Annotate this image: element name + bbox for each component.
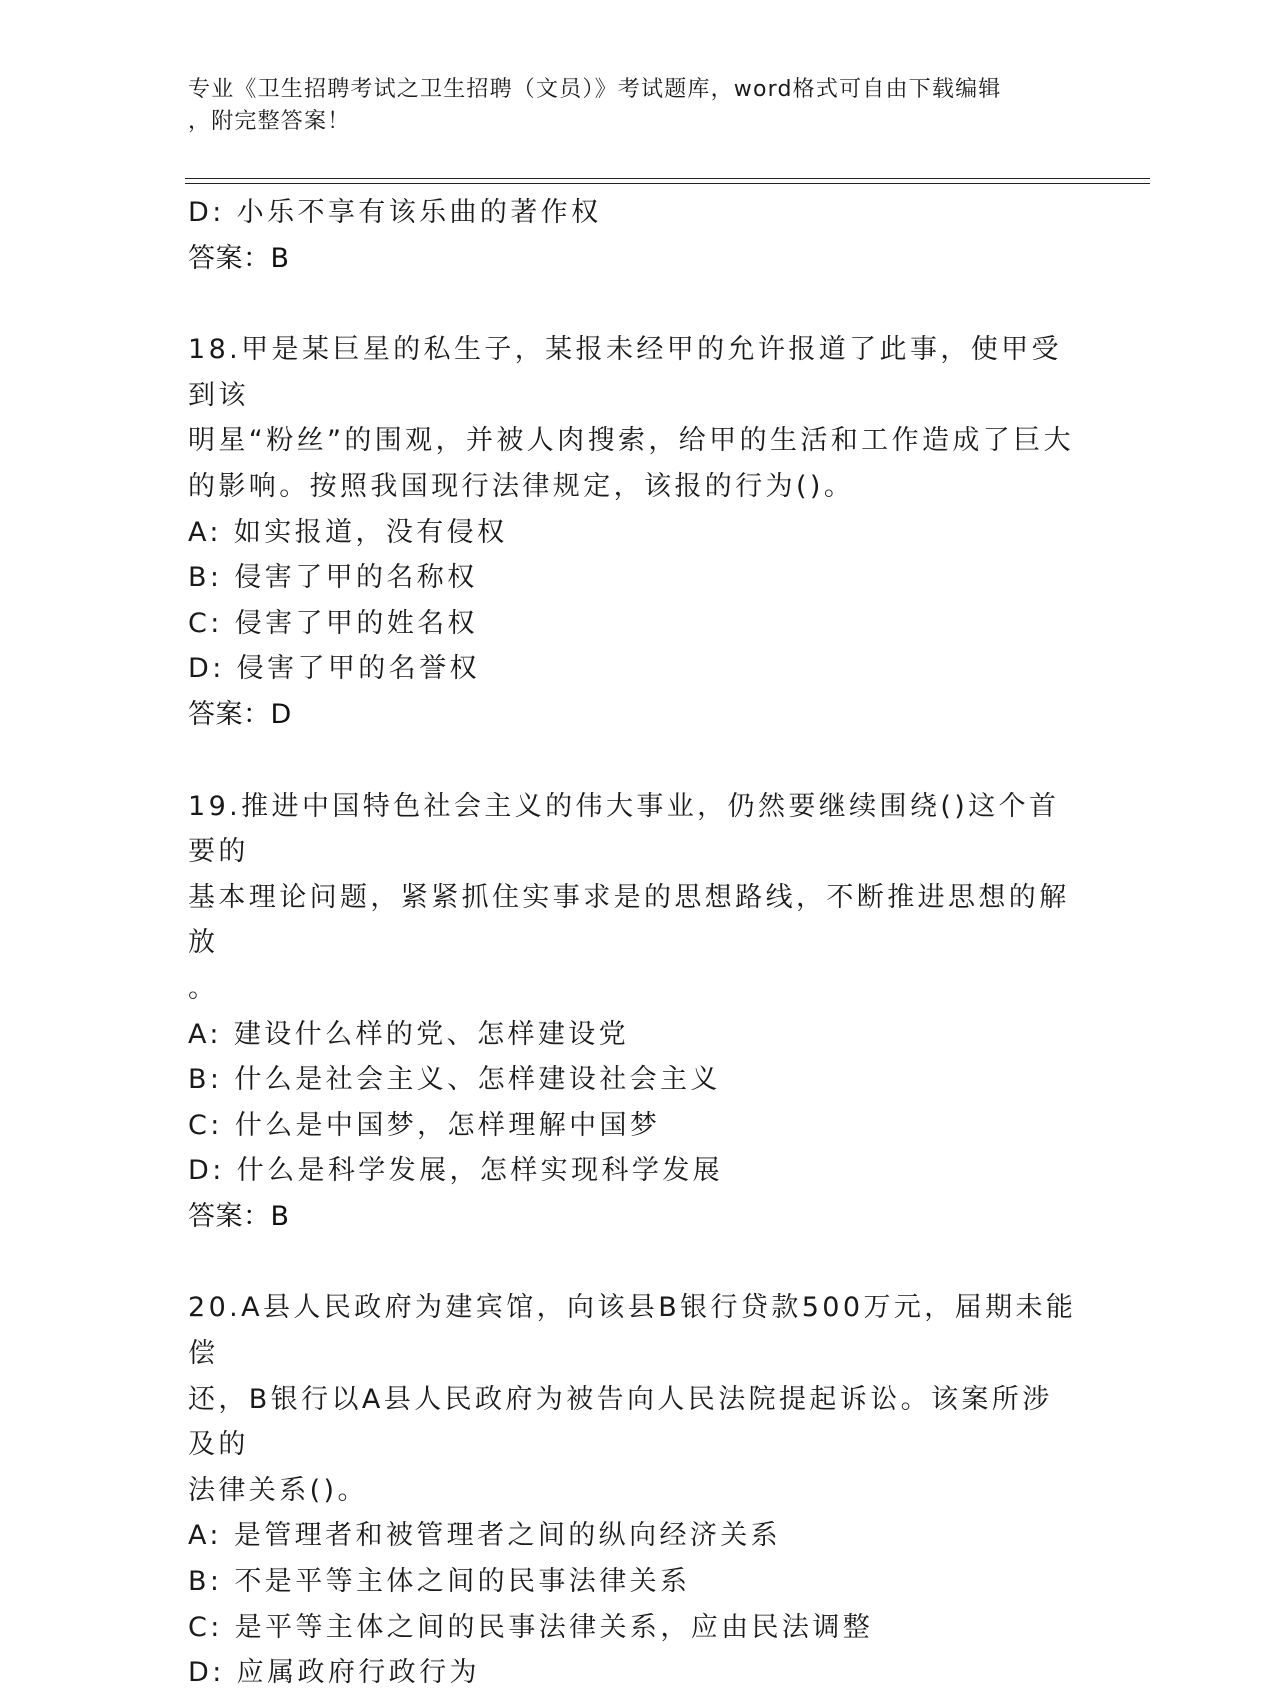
spacer	[188, 738, 1078, 784]
question-17-tail	[188, 190, 1078, 281]
question-stem-line: 法律关系()。	[188, 1474, 368, 1506]
header-divider-top	[185, 178, 1150, 179]
question-stem-line: 还，B银行以A县人民政府为被告向人民法院提起诉讼。该案所涉及的	[188, 1383, 1053, 1461]
option-c: C: 什么是中国梦，怎样理解中国梦	[188, 1109, 661, 1141]
option-a: A: 是管理者和被管理者之间的纵向经济关系	[188, 1520, 782, 1552]
question-stem-line: 。	[188, 972, 219, 1004]
option-d: D: 侵害了甲的名誉权	[188, 653, 480, 685]
question-stem-line: 18.甲是某巨星的私生子，某报未经甲的允许报道了此事，使甲受到该	[188, 334, 1062, 411]
question-20	[188, 1285, 1078, 1695]
option-d: D: 应属政府行政行为	[188, 1657, 480, 1689]
question-stem-line: 20.A县人民政府为建宾馆，向该县B银行贷款500万元，届期未能偿	[188, 1292, 1077, 1370]
question-stem-line: 明星“粉丝”的围观，并被人肉搜索，给甲的生活和工作造成了巨大	[188, 425, 1074, 457]
page-header	[188, 74, 1068, 138]
question-stem-line: 的影响。按照我国现行法律规定，该报的行为()。	[188, 470, 855, 502]
option-c: C: 侵害了甲的姓名权	[188, 607, 478, 639]
question-stem-line: 基本理论问题，紧紧抓住实事求是的思想路线，不断推进思想的解放	[188, 881, 1070, 959]
option-b: B: 侵害了甲的名称权	[188, 562, 478, 594]
question-19	[188, 784, 1078, 1240]
option-d: D: 小乐不享有该乐曲的著作权	[188, 197, 602, 228]
question-18	[188, 327, 1078, 737]
option-d: D: 什么是科学发展，怎样实现科学发展	[188, 1155, 724, 1187]
spacer	[188, 281, 1078, 327]
option-a: A: 如实报道，没有侵权	[188, 516, 508, 548]
option-a: A: 建设什么样的党、怎样建设党	[188, 1018, 630, 1050]
answer-label: 答案：D	[188, 698, 292, 730]
answer-label: 答案：B	[188, 1200, 290, 1232]
option-c: C: 是平等主体之间的民事法律关系，应由民法调整	[188, 1611, 874, 1643]
spacer	[188, 1239, 1078, 1285]
answer-label: 答案：B	[188, 242, 290, 274]
question-list	[188, 190, 1078, 1696]
option-b: B: 不是平等主体之间的民事法律关系	[188, 1566, 691, 1598]
header-divider-bottom	[185, 183, 1150, 184]
question-stem-line: 19.推进中国特色社会主义的伟大事业，仍然要继续围绕()这个首要的	[188, 790, 1060, 868]
option-b: B: 什么是社会主义、怎样建设社会主义	[188, 1064, 721, 1096]
header-line-2: ，附完整答案！	[188, 109, 351, 134]
header-line-1: 专业《卫生招聘考试之卫生招聘（文员）》考试题库，word格式可自由下载编辑	[188, 77, 1002, 102]
